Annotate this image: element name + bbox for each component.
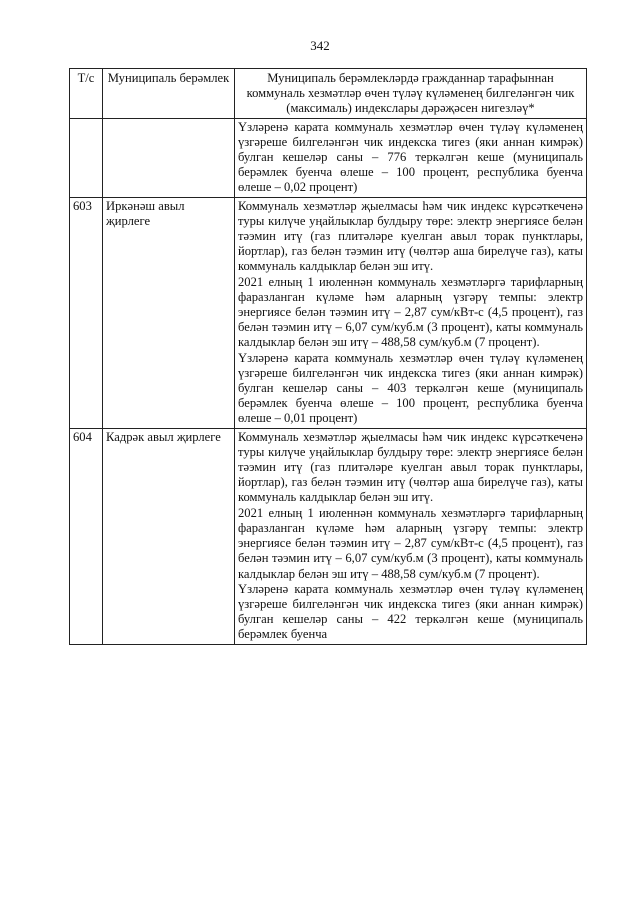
header-municipality: Муниципаль берәмлек [103,69,235,119]
cell-number: 604 [70,428,103,644]
table-row-603 [70,197,587,428]
table-row-604 [70,428,587,644]
header-index-justification: Муниципаль берәмлекләрдә гражданнар тарафыннан коммуналь хезмәтләр өчен түләү күләменең билгеләнгән чик (максималь) индекслары дәрәҗәсен нигезләү* [235,69,587,119]
cell-number [70,118,103,197]
cell-justification [235,197,587,428]
cell-number: 603 [70,197,103,428]
cell-municipality [103,118,235,197]
cell-municipality: Кадрәк авыл җирлеге [103,428,235,644]
municipal-index-table [69,68,587,645]
justification-paragraph-services: Коммуналь хезмәтләр җыелмасы һәм чик индекс күрсәткеченә туры килүче уңайлыклар булдыру төре: электр энергиясе белән тәэмин итү (газ плитәләре куелган авыл торак пунктлары, йортлар), газ белән тәэмин итү (чөлтәр аша бирелүче газ), каты коммуналь калдыклар белән эш итү. [238,198,583,274]
cell-justification [235,428,587,644]
header-row [70,69,587,119]
justification-paragraph-tariffs: 2021 елның 1 июленнән коммуналь хезмәтләргә тарифларның фаразланган күләме һәм аларның үзгәрү темпы: электр энергиясе белән тәэмин итү – 2,87 сум/кВт-с (4,5 процент), газ белән тәэмин итү – 6,07 сум/куб.м (3 процент), каты коммуналь калдыклар белән эш итү – 488,58 сум/куб.м (7 процент). [238,505,583,581]
table-body [70,118,587,644]
header-number: Т/с [70,69,103,119]
table-header [70,69,587,119]
justification-paragraph-population: Үзләренә карата коммуналь хезмәтләр өчен түләү күләменең үзгәреше билгеләнгән чик индекска тигез (яки аннан кимрәк) булган кешеләр саны – 422 теркәлгән кеше (муниципаль берәмлек буенча [238,581,583,642]
table-row-continuation [70,118,587,197]
justification-paragraph-population: Үзләренә карата коммуналь хезмәтләр өчен түләү күләменең үзгәреше билгеләнгән чик индекска тигез (яки аннан кимрәк) булган кешеләр саны – 403 теркәлгән кеше (муниципаль берәмлек буенча өлеше – 100 процент, республика буенча өлеше – 0,01 процент) [238,350,583,426]
justification-paragraph-services: Коммуналь хезмәтләр җыелмасы һәм чик индекс күрсәткеченә туры килүче уңайлыклар булдыру төре: электр энергиясе белән тәэмин итү (газ плитәләре куелган авыл торак пунктлары, йортлар), газ белән тәэмин итү (чөлтәр аша бирелүче газ), каты коммуналь калдыклар белән эш итү. [238,429,583,505]
justification-paragraph-tariffs: 2021 елның 1 июленнән коммуналь хезмәтләргә тарифларның фаразланган күләме һәм аларның үзгәрү темпы: электр энергиясе белән тәэмин итү – 2,87 сум/кВт-с (4,5 процент), газ белән тәэмин итү – 6,07 сум/куб.м (3 процент), каты коммуналь калдыклар белән эш итү – 488,58 сум/куб.м (7 процент). [238,274,583,350]
justification-paragraph: Үзләренә карата коммуналь хезмәтләр өчен түләү күләменең үзгәреше билгеләнгән чик индекска тигез (яки аннан кимрәк) булган кешеләр саны – 776 теркәлгән кеше (муниципаль берәмлек буенча өлеше – 100 процент, республика буенча өлеше – 0,02 процент) [238,119,583,195]
page-number: 342 [310,38,330,53]
cell-justification [235,118,587,197]
cell-municipality: Иркәнәш авыл җирлеге [103,197,235,428]
